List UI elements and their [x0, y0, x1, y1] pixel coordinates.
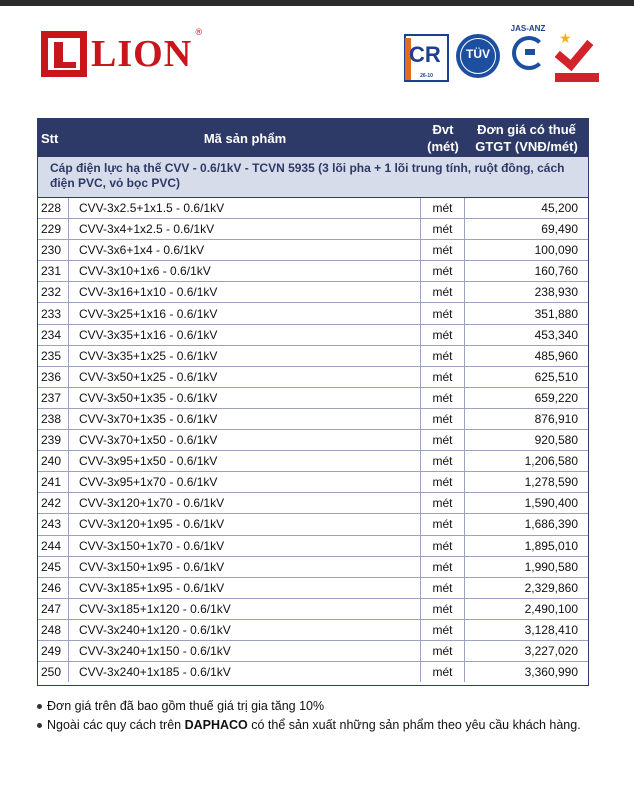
row-unit: mét — [421, 599, 465, 619]
price-table — [37, 118, 589, 686]
table-header — [38, 119, 588, 157]
row-product-code: CVV-3x185+1x95 - 0.6/1kV — [69, 578, 421, 598]
row-unit: mét — [421, 325, 465, 345]
row-price: 485,960 — [534, 348, 578, 363]
row-product-code: CVV-3x16+1x10 - 0.6/1kV — [69, 282, 421, 302]
table-row — [38, 429, 588, 450]
row-price: 920,580 — [534, 433, 578, 448]
row-stt: 245 — [38, 557, 69, 577]
certification-logos — [404, 22, 594, 88]
category-heading: Cáp điện lực hạ thế CVV - 0.6/1kV - TCVN 5935 (3 lõi pha + 1 lõi trung tính, ruột đồng, cách điện PVC, vỏ bọc PVC) — [38, 157, 588, 197]
row-stt: 230 — [38, 240, 69, 260]
lion-logo-mark-icon — [41, 31, 87, 77]
row-price: 3,227,020 — [524, 644, 578, 659]
row-stt: 247 — [38, 599, 69, 619]
row-stt: 243 — [38, 514, 69, 534]
row-price: 100,090 — [534, 243, 578, 258]
row-unit: mét — [421, 388, 465, 408]
row-unit: mét — [421, 620, 465, 640]
row-price: 1,686,390 — [524, 517, 578, 532]
note-vat-text: Đơn giá trên đã bao gồm thuế giá trị gia tăng 10% — [47, 699, 325, 713]
row-stt: 228 — [38, 198, 69, 218]
row-stt: 229 — [38, 219, 69, 239]
quacert-badge-icon: CR 26-10 — [404, 34, 449, 82]
row-product-code: CVV-3x10+1x6 - 0.6/1kV — [69, 261, 421, 281]
row-price: 625,510 — [534, 369, 578, 384]
row-product-code: CVV-3x35+1x16 - 0.6/1kV — [69, 325, 421, 345]
row-price: 1,206,580 — [524, 454, 578, 469]
table-row — [38, 513, 588, 534]
table-row — [38, 408, 588, 429]
row-product-code: CVV-3x35+1x25 - 0.6/1kV — [69, 346, 421, 366]
row-unit: mét — [421, 514, 465, 534]
row-product-code: CVV-3x50+1x25 - 0.6/1kV — [69, 367, 421, 387]
row-product-code: CVV-3x95+1x50 - 0.6/1kV — [69, 451, 421, 471]
row-unit: mét — [421, 557, 465, 577]
table-row — [38, 260, 588, 281]
row-stt: 250 — [38, 662, 69, 682]
row-price: 659,220 — [534, 390, 578, 405]
row-price: 876,910 — [534, 411, 578, 426]
row-product-code: CVV-3x95+1x70 - 0.6/1kV — [69, 472, 421, 492]
row-unit: mét — [421, 282, 465, 302]
table-row — [38, 302, 588, 323]
row-unit: mét — [421, 578, 465, 598]
table-row — [38, 450, 588, 471]
vietnam-quality-badge-icon: ★ — [555, 24, 599, 84]
note-custom-text: Ngoài các quy cách trên DAPHACO có thể sản xuất những sản phẩm theo yêu cầu khách hàng. — [47, 718, 581, 732]
row-unit: mét — [421, 261, 465, 281]
row-stt: 242 — [38, 493, 69, 513]
row-product-code: CVV-3x240+1x185 - 0.6/1kV — [69, 662, 421, 682]
row-unit: mét — [421, 303, 465, 323]
row-price: 238,930 — [534, 285, 578, 300]
row-unit: mét — [421, 430, 465, 450]
tuv-badge-icon — [456, 34, 500, 78]
note-custom-products — [37, 716, 617, 735]
header-stt: Stt — [41, 130, 59, 146]
logo-text: LION — [91, 33, 193, 75]
table-row — [38, 345, 588, 366]
table-row — [38, 239, 588, 260]
row-stt: 239 — [38, 430, 69, 450]
row-product-code: CVV-3x120+1x70 - 0.6/1kV — [69, 493, 421, 513]
row-product-code: CVV-3x150+1x95 - 0.6/1kV — [69, 557, 421, 577]
row-unit: mét — [421, 493, 465, 513]
table-row — [38, 640, 588, 661]
table-row — [38, 556, 588, 577]
row-product-code: CVV-3x240+1x120 - 0.6/1kV — [69, 620, 421, 640]
qc-caption: 26-10 — [420, 73, 433, 79]
row-stt: 241 — [38, 472, 69, 492]
jas-anz-badge-icon — [505, 24, 551, 82]
row-product-code: CVV-3x50+1x35 - 0.6/1kV — [69, 388, 421, 408]
row-stt: 234 — [38, 325, 69, 345]
header-unit — [421, 119, 465, 157]
row-unit: mét — [421, 219, 465, 239]
table-row — [38, 619, 588, 640]
header-price-line1: Đơn giá có thuế — [477, 122, 576, 137]
row-stt: 235 — [38, 346, 69, 366]
row-product-code: CVV-3x150+1x70 - 0.6/1kV — [69, 536, 421, 556]
row-stt: 231 — [38, 261, 69, 281]
notes — [37, 697, 617, 735]
row-stt: 246 — [38, 578, 69, 598]
row-price: 1,895,010 — [524, 538, 578, 553]
row-price: 2,329,860 — [524, 580, 578, 595]
table-row — [38, 598, 588, 619]
row-product-code: CVV-3x4+1x2.5 - 0.6/1kV — [69, 219, 421, 239]
note-vat — [37, 697, 617, 716]
row-product-code: CVV-3x2.5+1x1.5 - 0.6/1kV — [69, 198, 421, 218]
tuv-label: TÜV — [466, 47, 490, 61]
row-unit: mét — [421, 198, 465, 218]
jas-label: JAS-ANZ — [510, 24, 546, 33]
row-stt: 249 — [38, 641, 69, 661]
row-price: 351,880 — [534, 306, 578, 321]
row-unit: mét — [421, 346, 465, 366]
row-stt: 238 — [38, 409, 69, 429]
table-row — [38, 197, 588, 218]
row-product-code: CVV-3x6+1x4 - 0.6/1kV — [69, 240, 421, 260]
header-product-code: Mã sản phẩm — [203, 130, 287, 146]
table-row — [38, 492, 588, 513]
registered-mark: ® — [195, 27, 203, 37]
row-unit: mét — [421, 472, 465, 492]
row-price: 1,278,590 — [524, 475, 578, 490]
table-body — [38, 197, 588, 682]
row-price: 160,760 — [534, 264, 578, 279]
row-product-code: CVV-3x70+1x50 - 0.6/1kV — [69, 430, 421, 450]
top-bar — [0, 0, 634, 6]
row-price: 1,990,580 — [524, 559, 578, 574]
lion-logo — [41, 27, 203, 77]
table-row — [38, 535, 588, 556]
row-unit: mét — [421, 662, 465, 682]
table-row — [38, 661, 588, 682]
row-unit: mét — [421, 536, 465, 556]
table-row — [38, 281, 588, 302]
row-product-code: CVV-3x185+1x120 - 0.6/1kV — [69, 599, 421, 619]
row-price: 453,340 — [534, 327, 578, 342]
row-product-code: CVV-3x120+1x95 - 0.6/1kV — [69, 514, 421, 534]
bullet-icon — [37, 704, 42, 709]
row-unit: mét — [421, 240, 465, 260]
row-stt: 233 — [38, 303, 69, 323]
row-stt: 237 — [38, 388, 69, 408]
row-stt: 248 — [38, 620, 69, 640]
row-unit: mét — [421, 451, 465, 471]
header-unit-line1: Đvt — [432, 122, 454, 137]
table-row — [38, 366, 588, 387]
row-stt: 236 — [38, 367, 69, 387]
header-price-line2: GTGT (VNĐ/mét) — [475, 139, 578, 154]
table-row — [38, 577, 588, 598]
row-price: 1,590,400 — [524, 496, 578, 511]
row-stt: 232 — [38, 282, 69, 302]
table-row — [38, 218, 588, 239]
table-row — [38, 471, 588, 492]
row-price: 3,360,990 — [524, 665, 578, 680]
row-price: 2,490,100 — [524, 601, 578, 616]
row-stt: 244 — [38, 536, 69, 556]
header-unit-line2: (mét) — [427, 139, 459, 154]
header-price — [465, 119, 588, 157]
row-price: 45,200 — [541, 201, 578, 216]
row-product-code: CVV-3x70+1x35 - 0.6/1kV — [69, 409, 421, 429]
brand-name: DAPHACO — [184, 718, 248, 732]
row-unit: mét — [421, 367, 465, 387]
row-product-code: CVV-3x240+1x150 - 0.6/1kV — [69, 641, 421, 661]
row-unit: mét — [421, 641, 465, 661]
row-stt: 240 — [38, 451, 69, 471]
row-price: 3,128,410 — [524, 622, 578, 637]
table-row — [38, 387, 588, 408]
row-product-code: CVV-3x25+1x16 - 0.6/1kV — [69, 303, 421, 323]
row-unit: mét — [421, 409, 465, 429]
row-price: 69,490 — [541, 222, 578, 237]
table-row — [38, 324, 588, 345]
bullet-icon — [37, 723, 42, 728]
